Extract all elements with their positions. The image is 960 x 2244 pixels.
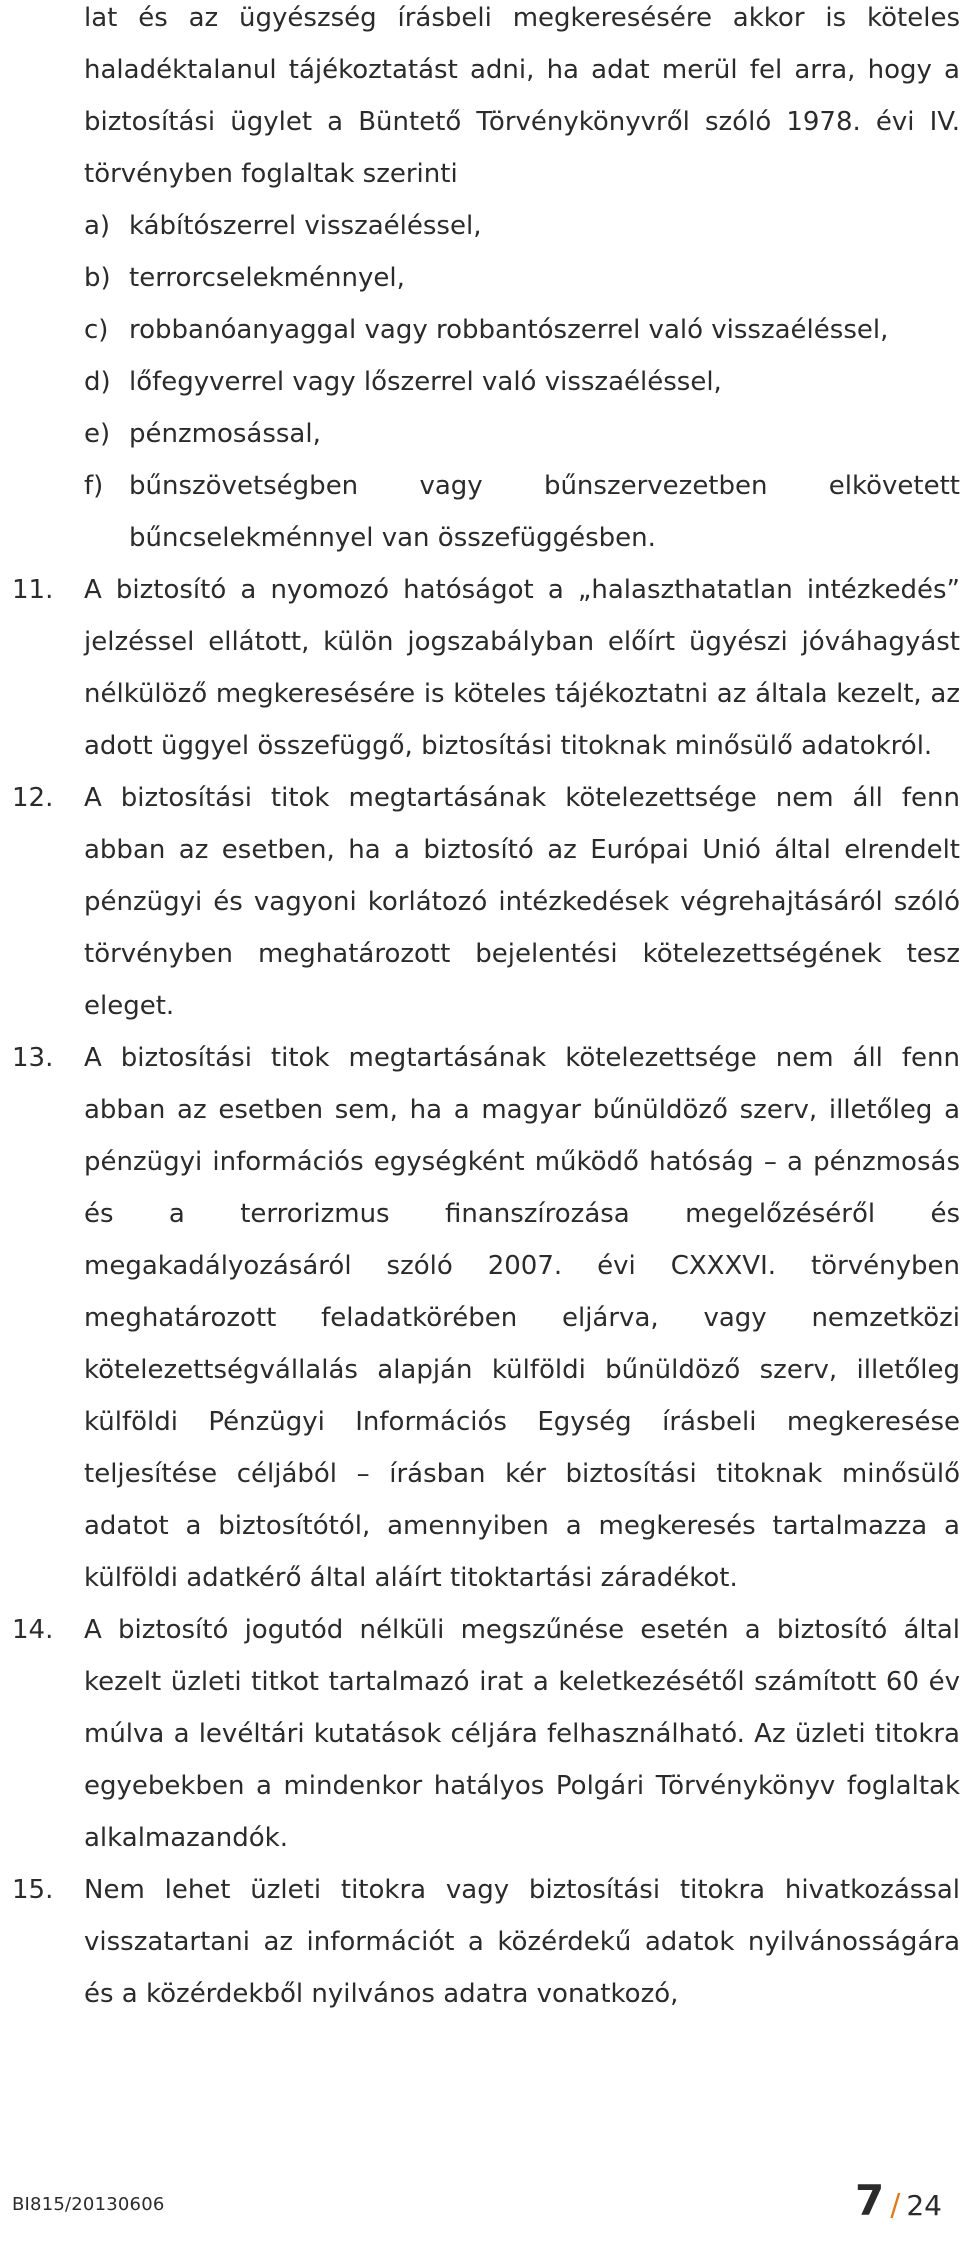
subitem-label: b) [84, 263, 111, 293]
subitem-text: terrorcselekménnyel, [129, 263, 405, 293]
item-number: 13. [12, 1043, 54, 1073]
subitem-e [84, 408, 960, 460]
page-total: 24 [906, 2189, 942, 2222]
numbered-item-11 [12, 564, 960, 772]
item-text: A biztosító a nyomozó hatóságot a „halaszthatatlan intézkedés” jelzéssel ellátott, külön jogszabályban előírt ügyészi jóváhagyást nélkülöző megkeresésére is köteles tájékoztatni az általa kezelt, az adott üggyel összefüggő, biztosítási titoknak minősülő adatokról. [84, 575, 960, 761]
intro-paragraph: lat és az ügyészség írásbeli megkeresésére akkor is köteles haladéktalanul tájékoztatást adni, ha adat merül fel arra, hogy a biztosítási ügylet a Büntető Törvénykönyvről szóló 1978. évi IV. törvényben foglaltak szerinti [84, 3, 960, 189]
item-text: A biztosító jogutód nélküli megszűnése esetén a biztosító által kezelt üzleti titkot tartalmazó irat a keletkezésétől számított 60 év múlva a levéltári kutatások céljára felhasználható. Az üzleti titokra egyebekben a mindenkor hatályos Polgári Törvénykönyv foglaltak alkalmazandók. [84, 1615, 960, 1853]
item-text: Nem lehet üzleti titokra vagy biztosítási titokra hivatkozással visszatartani az információt a közérdekű adatok nyilvánosságára és a közérdekből nyilvános adatra vonatkozó, [84, 1875, 960, 2009]
page-current: 7 [855, 2176, 885, 2225]
subitem-b [84, 252, 960, 304]
subitem-text: pénzmosással, [129, 419, 321, 449]
subitem-a [84, 200, 960, 252]
item-text: A biztosítási titok megtartásának kötelezettsége nem áll fenn abban az esetben sem, ha a magyar bűnüldöző szerv, illetőleg a pénzügyi információs egységként működő hatóság – a pénzmosás és a terrorizmus finanszírozása megelőzéséről és megakadályozásáról szóló 2007. évi CXXXVI. törvényben meghatározott feladatkörében eljárva, vagy nemzetközi kötelezettségvállalás alapján külföldi bűnüldöző szerv, illetőleg külföldi Pénzügyi Információs Egység írásbeli megkeresése teljesítése céljából – írásban kér biztosítási titoknak minősülő adatot a biztosítótól, amennyiben a megkeresés tartalmazza a külföldi adatkérő által aláírt titoktartási záradékot. [84, 1043, 960, 1593]
item-number: 14. [12, 1615, 54, 1645]
subitem-label: d) [84, 367, 111, 397]
numbered-item-13 [12, 1032, 960, 1604]
subitem-text: lőfegyverrel vagy lőszerrel való visszaéléssel, [129, 367, 722, 397]
subitem-text: bűnszövetségben vagy bűnszervezetben elkövetett bűncselekménnyel van összefüggésben. [129, 471, 960, 553]
numbered-item-14 [12, 1604, 960, 1864]
subitem-f [84, 460, 960, 564]
numbered-item-15 [12, 1864, 960, 2020]
subitem-d [84, 356, 960, 408]
subitem-text: kábítószerrel visszaéléssel, [129, 211, 482, 241]
page-footer [0, 2154, 960, 2244]
subitem-label: c) [84, 315, 109, 345]
document-id: BI815/20130606 [12, 2194, 165, 2215]
page-separator: / [890, 2188, 901, 2223]
subitem-label: f) [84, 471, 104, 501]
subitem-label: e) [84, 419, 111, 449]
document-body [12, 0, 960, 2020]
subitem-list [84, 200, 960, 564]
subitem-text: robbanóanyaggal vagy robbantószerrel való visszaéléssel, [129, 315, 889, 345]
item-text: A biztosítási titok megtartásának kötelezettsége nem áll fenn abban az esetben, ha a biztosító az Európai Unió által elrendelt pénzügyi és vagyoni korlátozó intézkedések végrehajtásáról szóló törvényben meghatározott bejelentési kötelezettségének tesz eleget. [84, 783, 960, 1021]
item-number: 11. [12, 575, 54, 605]
subitem-label: a) [84, 211, 111, 241]
item-number: 15. [12, 1875, 54, 1905]
item-number: 12. [12, 783, 54, 813]
numbered-item-12 [12, 772, 960, 1032]
subitem-c [84, 304, 960, 356]
page-indicator [855, 2176, 942, 2225]
